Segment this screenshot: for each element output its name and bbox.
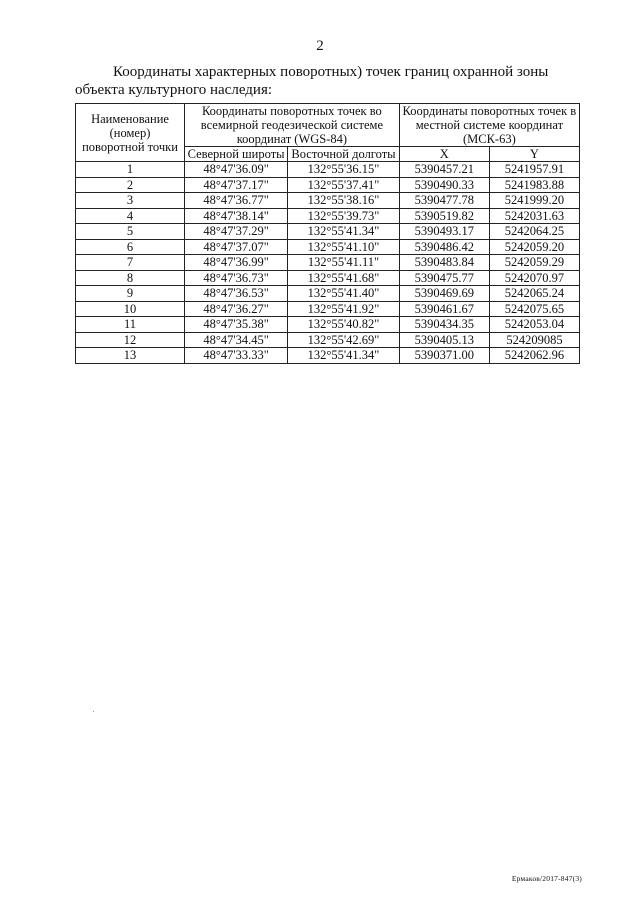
table-row (76, 317, 580, 333)
point-number-cell: 4 (76, 208, 185, 224)
point-number-cell: 11 (76, 317, 185, 333)
table-row (76, 286, 580, 302)
east-longitude-cell: 132°55'41.34" (288, 348, 400, 364)
north-latitude-cell: 48°47'37.29" (185, 224, 288, 240)
x-coordinate-cell: 5390475.77 (399, 270, 489, 286)
north-latitude-cell: 48°47'36.99" (185, 255, 288, 271)
east-longitude-cell: 132°55'40.82" (288, 317, 400, 333)
x-coordinate-cell: 5390405.13 (399, 332, 489, 348)
page-number: 2 (316, 38, 324, 54)
y-coordinate-cell: 5241999.20 (489, 193, 579, 209)
north-latitude-cell: 48°47'34.45" (185, 332, 288, 348)
point-number-cell: 1 (76, 162, 185, 178)
point-number-cell: 6 (76, 239, 185, 255)
header-east-longitude: Восточной долготы (288, 147, 400, 162)
table-row (76, 255, 580, 271)
y-coordinate-cell: 5242064.25 (489, 224, 579, 240)
east-longitude-cell: 132°55'36.15" (288, 162, 400, 178)
north-latitude-cell: 48°47'33.33" (185, 348, 288, 364)
x-coordinate-cell: 5390469.69 (399, 286, 489, 302)
scan-speck (93, 711, 94, 712)
x-coordinate-cell: 5390461.67 (399, 301, 489, 317)
y-coordinate-cell: 5242059.29 (489, 255, 579, 271)
point-number-cell: 13 (76, 348, 185, 364)
document-heading (75, 63, 575, 99)
heading-line-2: объекта культурного наследия: (75, 82, 273, 98)
north-latitude-cell: 48°47'35.38" (185, 317, 288, 333)
y-coordinate-cell: 5241983.88 (489, 177, 579, 193)
x-coordinate-cell: 5390434.35 (399, 317, 489, 333)
x-coordinate-cell: 5390371.00 (399, 348, 489, 364)
y-coordinate-cell: 5242031.63 (489, 208, 579, 224)
y-coordinate-cell: 5241957.91 (489, 162, 579, 178)
table-row (76, 270, 580, 286)
point-number-cell: 12 (76, 332, 185, 348)
table-row (76, 224, 580, 240)
north-latitude-cell: 48°47'36.53" (185, 286, 288, 302)
table-body (76, 162, 580, 364)
header-point-name: Наименование (номер) поворотной точки (76, 104, 185, 162)
east-longitude-cell: 132°55'41.34" (288, 224, 400, 240)
east-longitude-cell: 132°55'41.11" (288, 255, 400, 271)
table-row (76, 301, 580, 317)
point-number-cell: 2 (76, 177, 185, 193)
point-number-cell: 9 (76, 286, 185, 302)
header-msk63: Координаты поворотных точек в местной системе координат (МСК-63) (399, 104, 579, 147)
y-coordinate-cell: 524209085 (489, 332, 579, 348)
x-coordinate-cell: 5390483.84 (399, 255, 489, 271)
y-coordinate-cell: 5242075.65 (489, 301, 579, 317)
table-row (76, 332, 580, 348)
east-longitude-cell: 132°55'39.73" (288, 208, 400, 224)
x-coordinate-cell: 5390493.17 (399, 224, 489, 240)
east-longitude-cell: 132°55'41.40" (288, 286, 400, 302)
table-row (76, 239, 580, 255)
document-footer: Ермаков/2017-847(3) (511, 874, 582, 883)
east-longitude-cell: 132°55'38.16" (288, 193, 400, 209)
point-number-cell: 10 (76, 301, 185, 317)
x-coordinate-cell: 5390477.78 (399, 193, 489, 209)
north-latitude-cell: 48°47'36.27" (185, 301, 288, 317)
x-coordinate-cell: 5390486.42 (399, 239, 489, 255)
north-latitude-cell: 48°47'38.14" (185, 208, 288, 224)
y-coordinate-cell: 5242065.24 (489, 286, 579, 302)
table-row (76, 177, 580, 193)
north-latitude-cell: 48°47'36.09" (185, 162, 288, 178)
east-longitude-cell: 132°55'37.41" (288, 177, 400, 193)
coordinates-table (75, 103, 580, 364)
east-longitude-cell: 132°55'41.92" (288, 301, 400, 317)
point-number-cell: 7 (76, 255, 185, 271)
table-row (76, 193, 580, 209)
y-coordinate-cell: 5242062.96 (489, 348, 579, 364)
point-number-cell: 5 (76, 224, 185, 240)
point-number-cell: 8 (76, 270, 185, 286)
east-longitude-cell: 132°55'41.10" (288, 239, 400, 255)
x-coordinate-cell: 5390457.21 (399, 162, 489, 178)
x-coordinate-cell: 5390519.82 (399, 208, 489, 224)
east-longitude-cell: 132°55'42.69" (288, 332, 400, 348)
north-latitude-cell: 48°47'37.17" (185, 177, 288, 193)
y-coordinate-cell: 5242053.04 (489, 317, 579, 333)
north-latitude-cell: 48°47'36.77" (185, 193, 288, 209)
north-latitude-cell: 48°47'37.07" (185, 239, 288, 255)
y-coordinate-cell: 5242070.97 (489, 270, 579, 286)
x-coordinate-cell: 5390490.33 (399, 177, 489, 193)
header-north-latitude: Северной широты (185, 147, 288, 162)
table-row (76, 348, 580, 364)
header-wgs84: Координаты поворотных точек во всемирной геодезической системе координат (WGS-84) (185, 104, 400, 147)
y-coordinate-cell: 5242059.20 (489, 239, 579, 255)
point-number-cell: 3 (76, 193, 185, 209)
table-row (76, 208, 580, 224)
header-x: X (399, 147, 489, 162)
heading-line-1: Координаты характерных поворотных) точек границ охранной зоны (113, 64, 549, 80)
east-longitude-cell: 132°55'41.68" (288, 270, 400, 286)
north-latitude-cell: 48°47'36.73" (185, 270, 288, 286)
header-y: Y (489, 147, 579, 162)
table-row (76, 162, 580, 178)
